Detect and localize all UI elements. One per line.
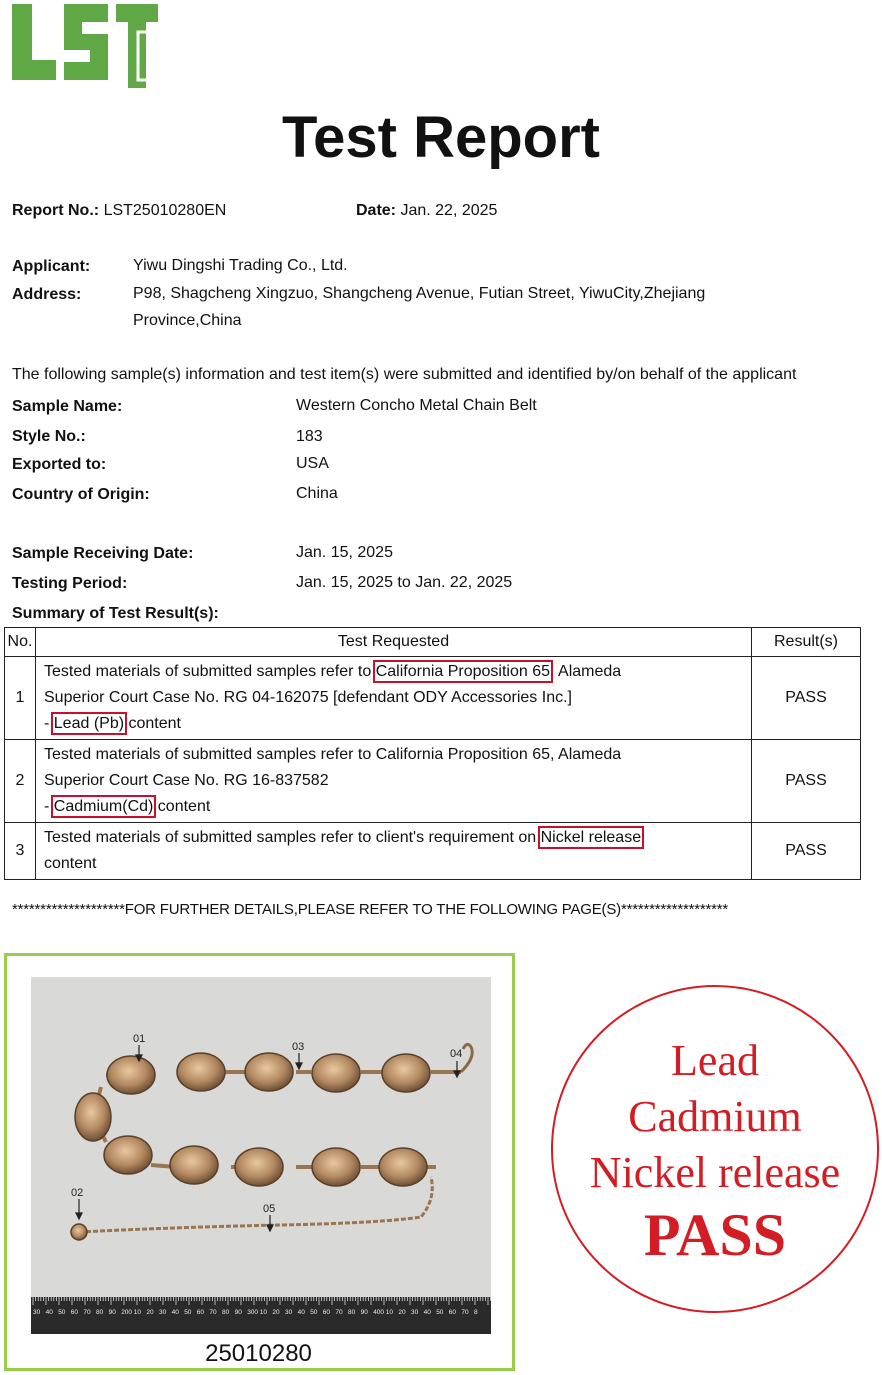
ruler-label: 60: [70, 1309, 79, 1316]
stamp-line-nickel: Nickel release: [589, 1148, 841, 1197]
ruler-label: 30: [411, 1309, 419, 1316]
ruler-label: 50: [310, 1309, 318, 1316]
ruler-label: 40: [171, 1309, 179, 1316]
address-label: Address:: [12, 286, 82, 303]
ruler-label: 300: [247, 1309, 259, 1316]
table-row: [5, 657, 861, 740]
marker-03: 03: [292, 1041, 305, 1053]
table-row: [5, 823, 861, 880]
ruler-label: 70: [83, 1309, 91, 1316]
report-number: Report No.: LST25010280EN: [12, 202, 227, 219]
ruler-label: 90: [360, 1309, 368, 1316]
test-requested-cell: Tested materials of submitted samples refer to California Proposition 65, Alameda Superior Court Case No. RG 16-837582 - Cadmium(Cd) content: [36, 740, 752, 823]
pass-stamp: [551, 985, 879, 1313]
exported-to-value: USA: [296, 455, 329, 472]
result-cell: PASS: [752, 657, 861, 740]
table-row: [5, 740, 861, 823]
testing-period-value: Jan. 15, 2025 to Jan. 22, 2025: [296, 574, 513, 591]
stamp-line-cadmium: Cadmium: [628, 1092, 802, 1141]
applicant-label: Applicant:: [12, 258, 91, 275]
ruler-label: 20: [398, 1309, 406, 1316]
intro-text: The following sample(s) information and test item(s) were submitted and identified by/on behalf of the applicant: [12, 366, 797, 383]
page-title: Test Report: [282, 105, 600, 170]
ruler-label: 80: [348, 1309, 356, 1316]
exported-to-label: Exported to:: [12, 456, 107, 473]
origin-label: Country of Origin:: [12, 486, 150, 503]
row-number: 3: [5, 823, 36, 880]
ruler-label: 80: [96, 1309, 104, 1316]
ruler-label: 60: [196, 1309, 205, 1316]
ruler-label: 70: [335, 1309, 343, 1316]
header-results: Result(s): [752, 628, 861, 657]
results-table: [4, 627, 861, 880]
ruler-label: 30: [159, 1309, 167, 1316]
header-test-requested: Test Requested: [36, 628, 752, 657]
header-no: No.: [5, 628, 36, 657]
ruler-label: 10: [385, 1309, 394, 1316]
ruler-label: 70: [209, 1309, 217, 1316]
ruler-label: 8: [474, 1309, 478, 1316]
highlight-prop65: California Proposition 65: [375, 663, 551, 680]
footer-note: ********************FOR FURTHER DETAILS,PLEASE REFER TO THE FOLLOWING PAGE(S)*******************: [12, 901, 729, 918]
address-line-1: P98, Shagcheng Xingzuo, Shangcheng Avenue, Futian Street, YiwuCity,Zhejiang: [133, 285, 706, 302]
marker-04: 04: [450, 1048, 463, 1060]
ruler-label: 10: [133, 1309, 142, 1316]
result-cell: PASS: [752, 740, 861, 823]
ruler-label: 200: [121, 1309, 133, 1316]
style-no-value: 183: [296, 428, 323, 445]
ruler-label: 90: [234, 1309, 242, 1316]
applicant-value: Yiwu Dingshi Trading Co., Ltd.: [133, 257, 348, 274]
ruler-label: 20: [272, 1309, 280, 1316]
ruler-label: 50: [58, 1309, 66, 1316]
marker-01: 01: [133, 1033, 146, 1045]
address-line-2: Province,China: [133, 312, 242, 329]
ruler-label: 50: [184, 1309, 192, 1316]
origin-value: China: [296, 485, 338, 502]
ruler-label: 30: [33, 1309, 41, 1316]
ruler-label: 60: [322, 1309, 331, 1316]
ruler-label: 40: [423, 1309, 431, 1316]
ruler-label: 40: [45, 1309, 53, 1316]
ruler-label: 400: [373, 1309, 385, 1316]
sample-photo: [31, 977, 491, 1334]
result-cell: PASS: [752, 823, 861, 880]
belt-illustration: [31, 977, 491, 1334]
report-date: Date: Jan. 22, 2025: [356, 202, 498, 219]
test-requested-cell: Tested materials of submitted samples refer to client's requirement on Nickel release content: [36, 823, 752, 880]
highlight-lead: Lead (Pb): [53, 715, 125, 732]
ruler-label: 60: [448, 1309, 457, 1316]
highlight-nickel: Nickel release: [540, 829, 642, 846]
receiving-date-value: Jan. 15, 2025: [296, 544, 393, 561]
ruler-label: 20: [146, 1309, 154, 1316]
row-number: 1: [5, 657, 36, 740]
sample-name-value: Western Concho Metal Chain Belt: [296, 397, 537, 414]
ruler-label: 30: [285, 1309, 293, 1316]
row-number: 2: [5, 740, 36, 823]
lst-logo: [12, 4, 158, 88]
stamp-line-lead: Lead: [671, 1036, 759, 1085]
sample-name-label: Sample Name:: [12, 398, 123, 415]
receiving-date-label: Sample Receiving Date:: [12, 545, 194, 562]
marker-05: 05: [263, 1203, 276, 1215]
style-no-label: Style No.:: [12, 428, 86, 445]
ruler-label: 40: [297, 1309, 305, 1316]
testing-period-label: Testing Period:: [12, 575, 128, 592]
sample-id: 25010280: [205, 1340, 312, 1367]
stamp-line-pass: PASS: [643, 1202, 787, 1268]
highlight-cadmium: Cadmium(Cd): [53, 798, 154, 815]
ruler-label: 90: [108, 1309, 116, 1316]
ruler-label: 80: [222, 1309, 230, 1316]
marker-02: 02: [71, 1187, 84, 1199]
table-header-row: [5, 628, 861, 657]
summary-label: Summary of Test Result(s):: [12, 605, 219, 622]
test-requested-cell: Tested materials of submitted samples refer to California Proposition 65, Alameda Superior Court Case No. RG 04-162075 [defendant ODY Accessories Inc.] - Lead (Pb) content: [36, 657, 752, 740]
ruler-label: 10: [259, 1309, 268, 1316]
ruler-label: 70: [461, 1309, 469, 1316]
ruler-label: 50: [436, 1309, 444, 1316]
